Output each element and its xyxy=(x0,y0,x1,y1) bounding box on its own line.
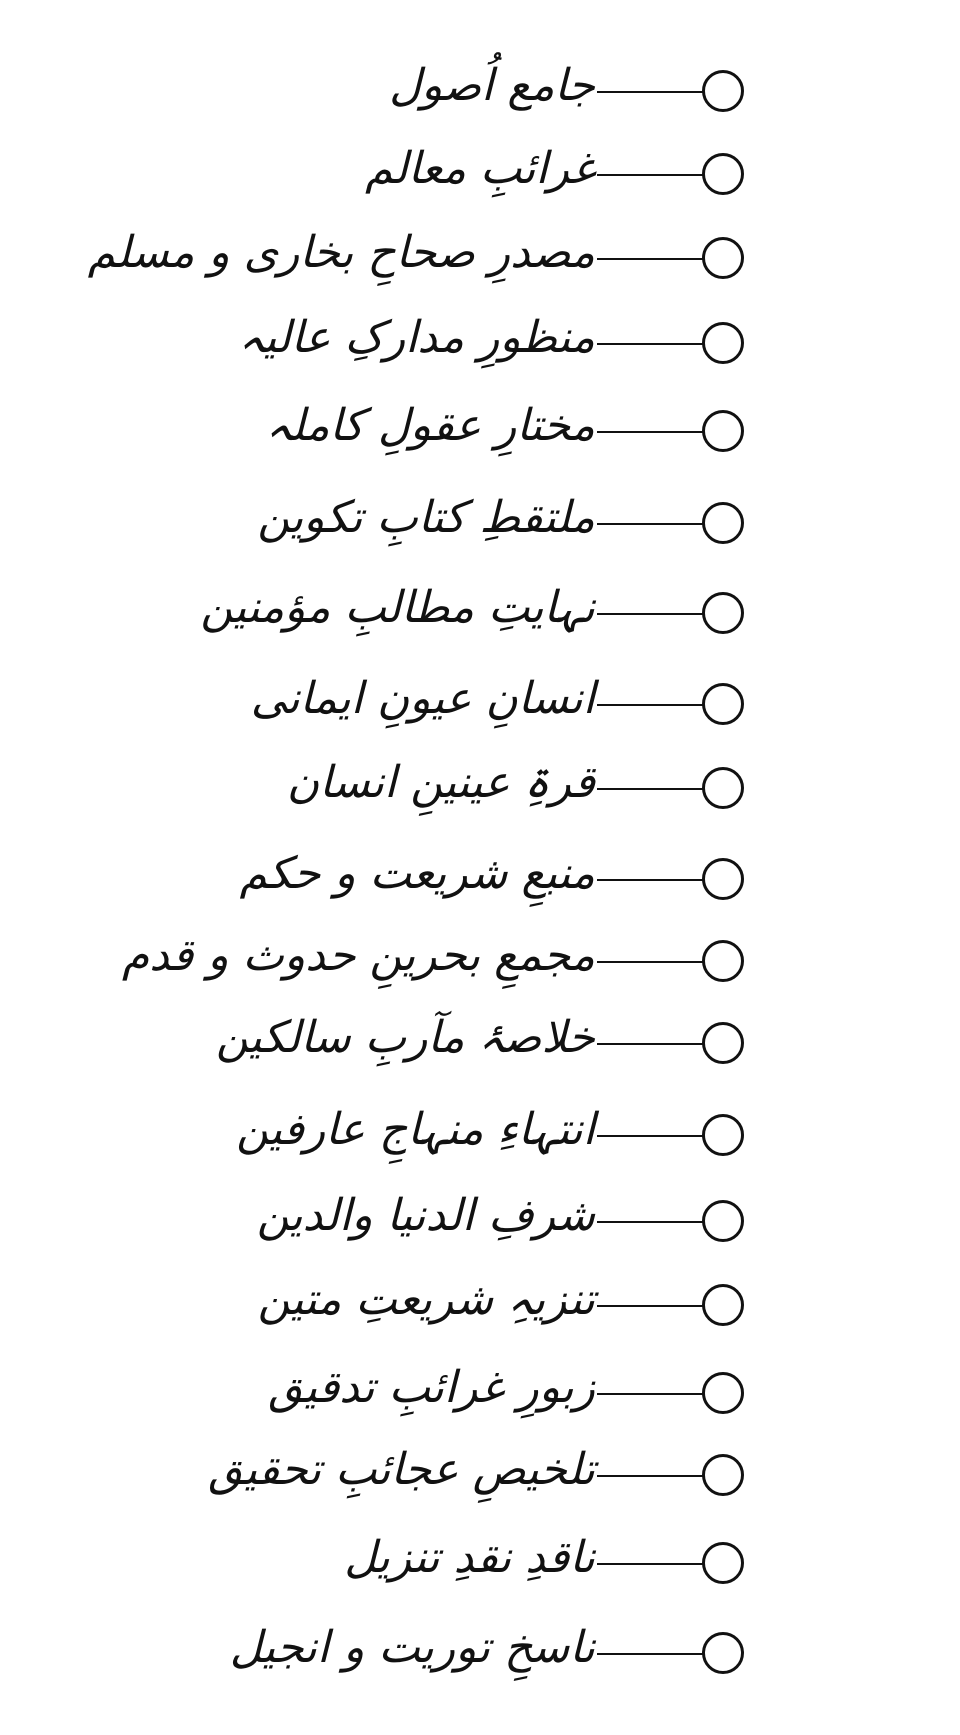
list-item xyxy=(0,1178,960,1258)
entry-text: انتہاءِ منہاجِ عارفین xyxy=(236,1104,595,1155)
circle-bullet-icon xyxy=(702,767,744,809)
leader-line xyxy=(597,258,705,260)
circle-bullet-icon xyxy=(702,410,744,452)
leader-line xyxy=(597,343,705,345)
circle-bullet-icon xyxy=(702,502,744,544)
leader-line xyxy=(597,1475,705,1477)
circle-bullet-icon xyxy=(702,1632,744,1674)
circle-bullet-icon xyxy=(702,237,744,279)
circle-bullet-icon xyxy=(702,1200,744,1242)
leader-line xyxy=(597,91,705,93)
leader-line xyxy=(597,1221,705,1223)
leader-line xyxy=(597,613,705,615)
leader-line xyxy=(597,1393,705,1395)
circle-bullet-icon xyxy=(702,70,744,112)
circle-bullet-icon xyxy=(702,1454,744,1496)
entry-text: تلخیصِ عجائبِ تحقیق xyxy=(208,1444,595,1495)
list-item xyxy=(0,1000,960,1080)
entry-text: مختارِ عقولِ کاملہ xyxy=(265,400,595,451)
leader-line xyxy=(597,1563,705,1565)
list-item xyxy=(0,480,960,560)
leader-line xyxy=(597,788,705,790)
entry-text: ناقدِ نقدِ تنزیل xyxy=(344,1532,595,1583)
leader-line xyxy=(597,961,705,963)
circle-bullet-icon xyxy=(702,1542,744,1584)
list-item xyxy=(0,300,960,380)
circle-bullet-icon xyxy=(702,683,744,725)
circle-bullet-icon xyxy=(702,1022,744,1064)
list-item xyxy=(0,1350,960,1430)
entry-text: منبعِ شریعت و حکم xyxy=(239,848,595,899)
entry-text: انسانِ عیونِ ایمانی xyxy=(250,673,595,724)
entry-text: ملتقطِ کتابِ تکوین xyxy=(257,492,595,543)
list-item xyxy=(0,388,960,468)
entry-text: مصدرِ صحاحِ بخاری و مسلم xyxy=(87,227,595,278)
circle-bullet-icon xyxy=(702,1114,744,1156)
list-item xyxy=(0,1092,960,1172)
circle-bullet-icon xyxy=(702,858,744,900)
leader-line xyxy=(597,1305,705,1307)
entry-text: ناسخِ توریت و انجیل xyxy=(229,1622,595,1673)
leader-line xyxy=(597,704,705,706)
leader-line xyxy=(597,879,705,881)
entry-text: زبورِ غرائبِ تدقیق xyxy=(268,1362,595,1413)
list-item xyxy=(0,745,960,825)
list-item xyxy=(0,661,960,741)
list-item xyxy=(0,836,960,916)
list-item xyxy=(0,570,960,650)
circle-bullet-icon xyxy=(702,1284,744,1326)
circle-bullet-icon xyxy=(702,592,744,634)
entry-text: خلاصۂ مآربِ سالکین xyxy=(216,1012,595,1063)
circle-bullet-icon xyxy=(702,153,744,195)
leader-line xyxy=(597,1653,705,1655)
list-item xyxy=(0,1520,960,1600)
circle-bullet-icon xyxy=(702,940,744,982)
entry-text: جامع اُصول xyxy=(389,60,595,111)
entry-text: تنزیہِ شریعتِ متین xyxy=(257,1274,595,1325)
list-item xyxy=(0,48,960,128)
list-item xyxy=(0,1432,960,1512)
list-item xyxy=(0,1610,960,1690)
list-item xyxy=(0,918,960,998)
entry-text: غرائبِ معالم xyxy=(365,143,595,194)
leader-line xyxy=(597,431,705,433)
leader-line xyxy=(597,1043,705,1045)
entry-text: نہایتِ مطالبِ مؤمنین xyxy=(200,582,595,633)
entry-text: مجمعِ بحرینِ حدوث و قدم xyxy=(121,930,595,981)
list-item xyxy=(0,1262,960,1342)
circle-bullet-icon xyxy=(702,322,744,364)
entry-text: شرفِ الدنیا والدین xyxy=(256,1190,595,1241)
entry-text: قرۃِ عینینِ انسان xyxy=(286,757,595,808)
leader-line xyxy=(597,174,705,176)
leader-line xyxy=(597,1135,705,1137)
entry-text: منظورِ مدارکِ عالیہ xyxy=(238,312,595,363)
list-item xyxy=(0,131,960,211)
list-item xyxy=(0,215,960,295)
circle-bullet-icon xyxy=(702,1372,744,1414)
leader-line xyxy=(597,523,705,525)
